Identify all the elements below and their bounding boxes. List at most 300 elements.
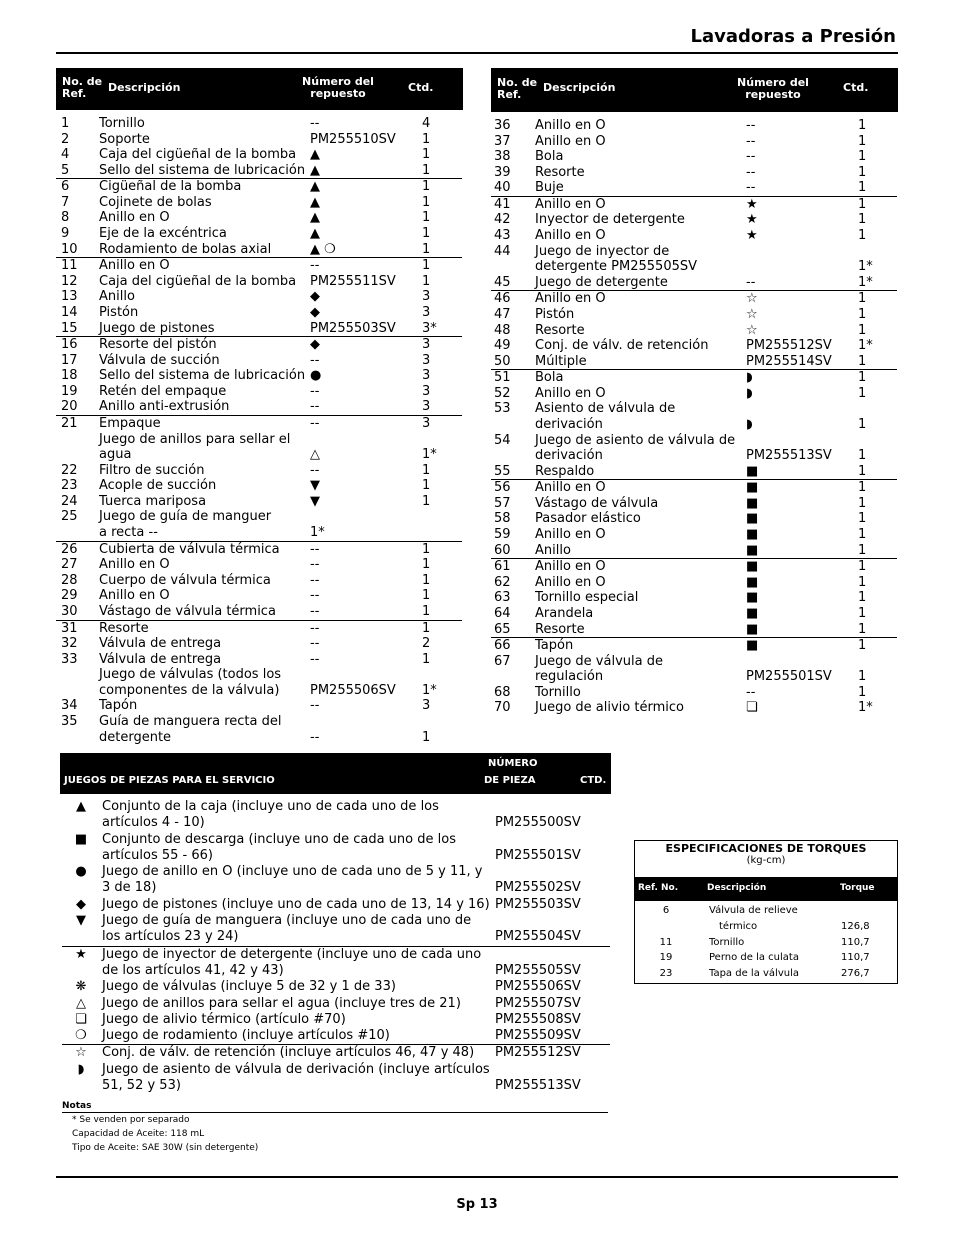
cell-qty: 1 — [858, 574, 867, 590]
kit-row — [62, 864, 610, 897]
parts-row — [56, 226, 462, 242]
cell-qty: 1 — [858, 605, 867, 621]
cell-ref: 25 — [61, 509, 78, 525]
cell-desc: Juego de anillos para sellar el — [99, 431, 291, 447]
footer-rule — [56, 1176, 898, 1178]
parts-row — [491, 149, 897, 165]
parts-row — [56, 368, 462, 384]
cell-part: ▲ — [310, 162, 320, 178]
cell-desc: Anillo en O — [99, 210, 170, 226]
cell-part: ❏ — [746, 700, 758, 716]
kit-symbol: ◗ — [77, 1061, 85, 1077]
cell-qty: 1 — [858, 180, 867, 196]
cell-part: ☆ — [746, 306, 758, 322]
cell-part: PM255512SV — [746, 338, 832, 354]
cell-ref: 11 — [61, 258, 78, 274]
cell-ref: 31 — [61, 620, 78, 636]
parts-row — [56, 588, 462, 604]
cell-desc: Anillo en O — [99, 557, 170, 573]
cell-qty: 3 — [422, 337, 431, 353]
parts-row — [56, 132, 462, 148]
parts-row — [56, 573, 462, 589]
parts-row — [491, 401, 897, 417]
torque-header-ref: Ref. No. — [638, 883, 679, 893]
cell-desc: Válvula de entrega — [99, 636, 222, 652]
cell-qty: 1 — [858, 511, 867, 527]
cell-qty: 1 — [422, 210, 431, 226]
kit-row — [62, 979, 610, 995]
parts-row — [56, 478, 462, 494]
cell-desc: Cojinete de bolas — [99, 194, 212, 210]
kit-description: Juego de anillos para sellar el agua (incluye tres de 21) — [102, 995, 461, 1011]
torque-header — [635, 877, 897, 901]
cell-qty: 1* — [422, 682, 437, 698]
kit-description: Juego de pistones (incluye uno de cada uno de 13, 14 y 16) — [102, 896, 490, 912]
cell-desc: Caja del cigüeñal de la bomba — [99, 147, 297, 163]
cell-part: ☆ — [746, 322, 758, 338]
parts-row — [491, 180, 897, 196]
note-line: Capacidad de Aceite: 118 mL — [72, 1129, 205, 1139]
parts-row — [56, 384, 462, 400]
cell-ref: 16 — [61, 337, 78, 353]
cell-part: ■ — [746, 480, 759, 496]
cell-part: -- — [310, 698, 320, 714]
parts-row — [491, 369, 897, 386]
cell-ref: 52 — [494, 385, 511, 401]
cell-desc: Juego de guía de manguer — [99, 509, 272, 525]
cell-qty: 1 — [858, 370, 867, 386]
cell-qty: 1 — [858, 212, 867, 228]
cell-part: ▲ — [310, 226, 320, 242]
cell-desc: Múltiple — [535, 353, 587, 369]
cell-desc: Juego de alivio térmico — [535, 700, 684, 716]
kit-symbol: ■ — [74, 831, 88, 847]
kit-row — [62, 1028, 610, 1044]
parts-row — [491, 654, 897, 670]
cell-ref: 2 — [61, 131, 70, 147]
cell-part: PM255514SV — [746, 353, 832, 369]
kit-row — [62, 832, 610, 865]
cell-desc: Tuerca mariposa — [99, 493, 207, 509]
header-ref: No. de Ref. — [497, 76, 538, 101]
cell-qty: 3 — [422, 383, 431, 399]
cell-ref: 56 — [494, 480, 511, 496]
cell-ref: 36 — [494, 118, 511, 133]
parts-row — [491, 637, 897, 654]
cell-part: ◗ — [746, 370, 753, 386]
torque-unit: (kg-cm) — [746, 855, 786, 866]
cell-qty: 1 — [858, 416, 867, 432]
kit-part-number: PM255508SV — [495, 1011, 581, 1027]
cell-desc: Resorte — [535, 164, 585, 180]
parts-row — [56, 321, 462, 337]
cell-desc: Anillo en O — [535, 574, 606, 590]
parts-row — [56, 432, 462, 448]
cell-ref: 46 — [494, 291, 511, 307]
cell-part: -- — [746, 133, 756, 149]
cell-ref: 23 — [61, 478, 78, 494]
cell-desc: Juego de pistones — [99, 320, 215, 336]
cell-ref: 26 — [61, 541, 78, 557]
kit-part-number: PM255509SV — [495, 1028, 581, 1044]
cell-ref: 42 — [494, 212, 511, 228]
parts-row — [56, 399, 462, 415]
header-qty: Ctd. — [843, 81, 869, 94]
cell-ref: 5 — [61, 162, 70, 178]
cell-desc: Bola — [535, 370, 564, 386]
cell-desc: Respaldo — [535, 463, 595, 479]
cell-ref: 62 — [494, 574, 511, 590]
kit-part-number: PM255507SV — [495, 995, 581, 1011]
parts-row — [56, 257, 462, 274]
cell-desc: Tornillo — [535, 684, 581, 700]
kit-description: Juego de inyector de detergente (incluye uno de cada uno de los artículos 41, 42 y 43) — [102, 946, 482, 978]
kits-title: JUEGOS DE PIEZAS PARA EL SERVICIO — [64, 775, 275, 786]
cell-part: -- — [310, 383, 320, 399]
cell-qty: 3 — [422, 289, 431, 305]
cell-ref: 53 — [494, 401, 511, 417]
cell-desc: Empaque — [99, 415, 161, 431]
cell-desc: regulación — [535, 669, 604, 685]
kit-row — [62, 996, 610, 1012]
cell-desc: Anillo — [99, 289, 135, 305]
cell-ref: 50 — [494, 353, 511, 369]
cell-ref: 61 — [494, 559, 511, 575]
cell-ref: 57 — [494, 495, 511, 511]
parts-row — [491, 165, 897, 181]
cell-desc: Pasador elástico — [535, 511, 641, 527]
cell-part: ◆ — [310, 337, 320, 353]
kit-symbol: ◆ — [76, 896, 86, 912]
cell-desc: Tapón — [99, 698, 138, 714]
cell-ref: 19 — [61, 383, 78, 399]
torque-val: 110,7 — [841, 952, 870, 964]
cell-part: -- — [310, 729, 320, 745]
cell-desc: Juego de válvulas (todos los — [99, 667, 282, 683]
parts-row — [491, 228, 897, 244]
parts-row — [56, 147, 462, 163]
parts-row — [56, 447, 462, 463]
cell-part: -- — [310, 572, 320, 588]
header-desc: Descripción — [108, 81, 181, 94]
cell-desc: Anillo en O — [535, 291, 606, 307]
cell-part: -- — [310, 651, 320, 667]
parts-row — [56, 195, 462, 211]
cell-ref: 43 — [494, 228, 511, 244]
parts-row — [56, 163, 462, 179]
cell-part: -- — [746, 180, 756, 196]
cell-desc: detergente — [99, 729, 172, 745]
cell-ref: 1 — [61, 116, 70, 131]
cell-part: -- — [310, 557, 320, 573]
parts-row — [56, 604, 462, 620]
parts-row — [56, 305, 462, 321]
cell-part: ◆ — [310, 304, 320, 320]
torque-desc: térmico — [719, 920, 758, 932]
parts-row — [491, 543, 897, 559]
cell-desc: Vástago de válvula — [535, 495, 659, 511]
parts-row — [56, 541, 462, 558]
cell-desc: Juego de detergente — [535, 274, 668, 290]
kit-description: Juego de alivio térmico (artículo #70) — [102, 1011, 346, 1027]
left-parts-list — [56, 116, 462, 745]
torque-title: ESPECIFICACIONES DE TORQUES — [665, 842, 867, 855]
cell-qty: 1 — [858, 590, 867, 606]
parts-row — [491, 118, 897, 134]
header-qty: Ctd. — [408, 81, 434, 94]
torque-ref: 23 — [659, 968, 673, 980]
kit-symbol: △ — [76, 995, 86, 1011]
cell-part: ★ — [746, 212, 758, 228]
kits-header — [60, 753, 611, 794]
cell-desc: derivación — [535, 416, 603, 432]
cell-qty: 1 — [422, 588, 431, 604]
cell-desc: Anillo — [535, 542, 571, 558]
cell-part: -- — [310, 541, 320, 557]
cell-qty: 1* — [858, 700, 873, 716]
parts-row — [56, 509, 462, 525]
page-title: Lavadoras a Presión — [690, 26, 896, 47]
kits-qty: CTD. — [580, 775, 607, 786]
cell-ref: 41 — [494, 196, 511, 212]
cell-part: ■ — [746, 638, 759, 654]
cell-qty: 1 — [858, 559, 867, 575]
parts-row — [56, 714, 462, 730]
cell-ref: 40 — [494, 180, 511, 196]
kit-part-number: PM255506SV — [495, 979, 581, 995]
cell-part: ▲ — [310, 194, 320, 210]
cell-part: ★ — [746, 228, 758, 244]
cell-desc: Sello del sistema de lubricación — [99, 162, 306, 178]
cell-desc: Anillo en O — [99, 258, 170, 274]
torque-ref: 11 — [659, 936, 673, 948]
parts-row — [491, 622, 897, 638]
kit-row — [62, 946, 610, 980]
cell-ref: 68 — [494, 684, 511, 700]
cell-part: ▲ — [310, 147, 320, 163]
kit-description: Conj. de válv. de retención (incluye artículos 46, 47 y 48) — [102, 1045, 475, 1061]
cell-ref: 15 — [61, 320, 78, 336]
kit-symbol: ❏ — [75, 1011, 87, 1027]
parts-row — [491, 275, 897, 291]
parts-row — [491, 575, 897, 591]
cell-desc: Resorte — [99, 620, 149, 636]
cell-ref: 51 — [494, 370, 511, 386]
cell-desc: Sello del sistema de lubricación — [99, 368, 306, 384]
cell-part: PM255510SV — [310, 131, 396, 147]
parts-row — [56, 683, 462, 699]
cell-ref: 49 — [494, 338, 511, 354]
torque-desc: Tornillo — [709, 936, 745, 948]
cell-part: ◗ — [746, 416, 753, 432]
cell-part: -- — [310, 352, 320, 368]
cell-qty: 3 — [422, 304, 431, 320]
torque-header-desc: Descripción — [707, 883, 767, 893]
cell-qty: 1 — [858, 527, 867, 543]
cell-ref: 17 — [61, 352, 78, 368]
cell-ref: 8 — [61, 210, 70, 226]
cell-qty: 1 — [422, 557, 431, 573]
cell-qty: 1 — [858, 149, 867, 165]
note-line: Tipo de Aceite: SAE 30W (sin detergente) — [72, 1143, 259, 1153]
cell-desc: Inyector de detergente — [535, 212, 685, 228]
kit-symbol: ▼ — [76, 913, 86, 929]
cell-part: △ — [310, 447, 320, 463]
cell-part: -- — [746, 164, 756, 180]
cell-qty: 1 — [422, 462, 431, 478]
parts-row — [491, 354, 897, 370]
cell-qty: 3* — [422, 320, 437, 336]
right-parts-list — [491, 118, 897, 716]
cell-desc: Juego de asiento de válvula de — [535, 432, 736, 448]
cell-part: ■ — [746, 590, 759, 606]
kit-row — [62, 897, 610, 913]
cell-qty: 1* — [858, 259, 873, 275]
header-rule — [56, 52, 898, 54]
parts-row — [56, 242, 462, 258]
cell-part: ● — [310, 368, 322, 384]
parts-row — [491, 433, 897, 449]
cell-desc: Juego de válvula de — [535, 653, 663, 669]
cell-desc: Pistón — [99, 304, 139, 320]
cell-desc: Juego de inyector de — [535, 243, 670, 259]
kit-part-number: PM255500SV — [495, 815, 581, 831]
parts-row — [491, 259, 897, 275]
kit-row — [62, 1012, 610, 1028]
kit-symbol: ☆ — [75, 1045, 87, 1061]
cell-ref: 9 — [61, 226, 70, 242]
header-desc: Descripción — [543, 81, 616, 94]
cell-desc: Anillo anti-extrusión — [99, 399, 230, 415]
cell-desc: detergente PM255505SV — [535, 259, 698, 275]
parts-row — [56, 557, 462, 573]
cell-part: -- — [310, 636, 320, 652]
parts-row — [491, 685, 897, 701]
kit-part-number: PM255505SV — [495, 962, 581, 978]
cell-desc: Retén del empaque — [99, 383, 227, 399]
parts-row — [56, 116, 462, 132]
cell-ref: 34 — [61, 698, 78, 714]
parts-row — [491, 386, 897, 402]
kit-description: Juego de anillo en O (incluye uno de cada uno de 5 y 11, y 3 de 18) — [102, 864, 483, 896]
cell-part: -- — [746, 684, 756, 700]
cell-part: -- — [310, 116, 320, 131]
cell-desc: Soporte — [99, 131, 150, 147]
parts-row — [56, 463, 462, 479]
cell-part: ■ — [746, 542, 759, 558]
cell-qty: 2 — [422, 636, 431, 652]
cell-part: -- — [310, 415, 320, 431]
page-number: Sp 13 — [456, 1197, 498, 1212]
cell-part: -- — [310, 620, 320, 636]
cell-part: ■ — [746, 621, 759, 637]
cell-ref: 33 — [61, 651, 78, 667]
cell-qty: 1 — [858, 638, 867, 654]
torque-row — [635, 919, 897, 935]
cell-qty: 1 — [858, 542, 867, 558]
cell-qty: 3 — [422, 399, 431, 415]
cell-qty: 1* — [422, 447, 437, 463]
cell-ref: 14 — [61, 304, 78, 320]
cell-desc: Resorte — [535, 322, 585, 338]
cell-ref: 6 — [61, 179, 70, 195]
parts-row — [56, 525, 462, 541]
cell-qty: 1 — [422, 620, 431, 636]
cell-desc: Rodamiento de bolas axial — [99, 241, 272, 257]
kit-row — [62, 1044, 610, 1061]
cell-qty: 1 — [858, 322, 867, 338]
cell-part: -- — [310, 399, 320, 415]
cell-ref: 12 — [61, 273, 78, 289]
header-part: Número del repuesto — [302, 75, 374, 100]
cell-qty: 1 — [422, 241, 431, 257]
cell-qty: 1 — [858, 118, 867, 133]
cell-desc: Anillo en O — [535, 559, 606, 575]
cell-part: PM255503SV — [310, 320, 396, 336]
cell-qty: 1 — [858, 448, 867, 464]
cell-part: -- — [310, 462, 320, 478]
cell-part: ■ — [746, 463, 759, 479]
cell-desc: Anillo en O — [535, 385, 606, 401]
parts-row — [491, 669, 897, 685]
cell-qty: 1 — [422, 651, 431, 667]
kit-description: Conjunto de descarga (incluye uno de cada uno de los artículos 55 - 66) — [102, 831, 456, 863]
cell-qty: 3 — [422, 698, 431, 714]
header-ref: No. de Ref. — [62, 75, 103, 100]
cell-qty: 1 — [858, 684, 867, 700]
parts-row — [491, 244, 897, 260]
parts-row — [56, 289, 462, 305]
parts-row — [491, 527, 897, 543]
cell-part: -- — [746, 149, 756, 165]
kits-number-bottom: DE PIEZA — [484, 775, 536, 786]
note-line: * Se venden por separado — [72, 1115, 190, 1125]
cell-desc: Buje — [535, 180, 564, 196]
cell-part: ■ — [746, 605, 759, 621]
torque-desc: Tapa de la válvula — [709, 968, 799, 980]
cell-qty: 1 — [422, 131, 431, 147]
cell-part: PM255506SV — [310, 682, 396, 698]
cell-part: ■ — [746, 559, 759, 575]
cell-part: ■ — [746, 495, 759, 511]
torque-ref: 6 — [662, 905, 670, 916]
cell-qty: 1 — [858, 480, 867, 496]
cell-qty: 1 — [422, 194, 431, 210]
parts-row — [491, 196, 897, 213]
cell-ref: 4 — [61, 147, 70, 163]
torque-val: 126,8 — [841, 920, 870, 932]
cell-desc: Acople de succión — [99, 478, 217, 494]
parts-row — [56, 274, 462, 290]
cell-qty: 3 — [422, 415, 431, 431]
parts-row — [56, 652, 462, 668]
kit-description: Juego de asiento de válvula de derivación (incluye artículos 51, 52 y 53) — [102, 1061, 490, 1094]
cell-desc: Asiento de válvula de — [535, 401, 676, 417]
cell-qty: 1 — [858, 669, 867, 685]
cell-part: ▲ — [310, 210, 320, 226]
cell-ref: 63 — [494, 590, 511, 606]
kit-description: Juego de rodamiento (incluye artículos #10) — [102, 1028, 390, 1044]
cell-qty: 1 — [422, 258, 431, 274]
cell-desc: Vástago de válvula térmica — [99, 603, 276, 619]
cell-qty: 1 — [858, 385, 867, 401]
parts-row — [56, 415, 462, 432]
cell-qty: 1 — [422, 729, 431, 745]
cell-desc: Anillo en O — [535, 196, 606, 212]
cell-part: ★ — [746, 196, 758, 212]
kit-description: Conjunto de la caja (incluye uno de cada uno de los artículos 4 - 10) — [102, 799, 439, 831]
cell-desc: Válvula de succión — [99, 352, 220, 368]
